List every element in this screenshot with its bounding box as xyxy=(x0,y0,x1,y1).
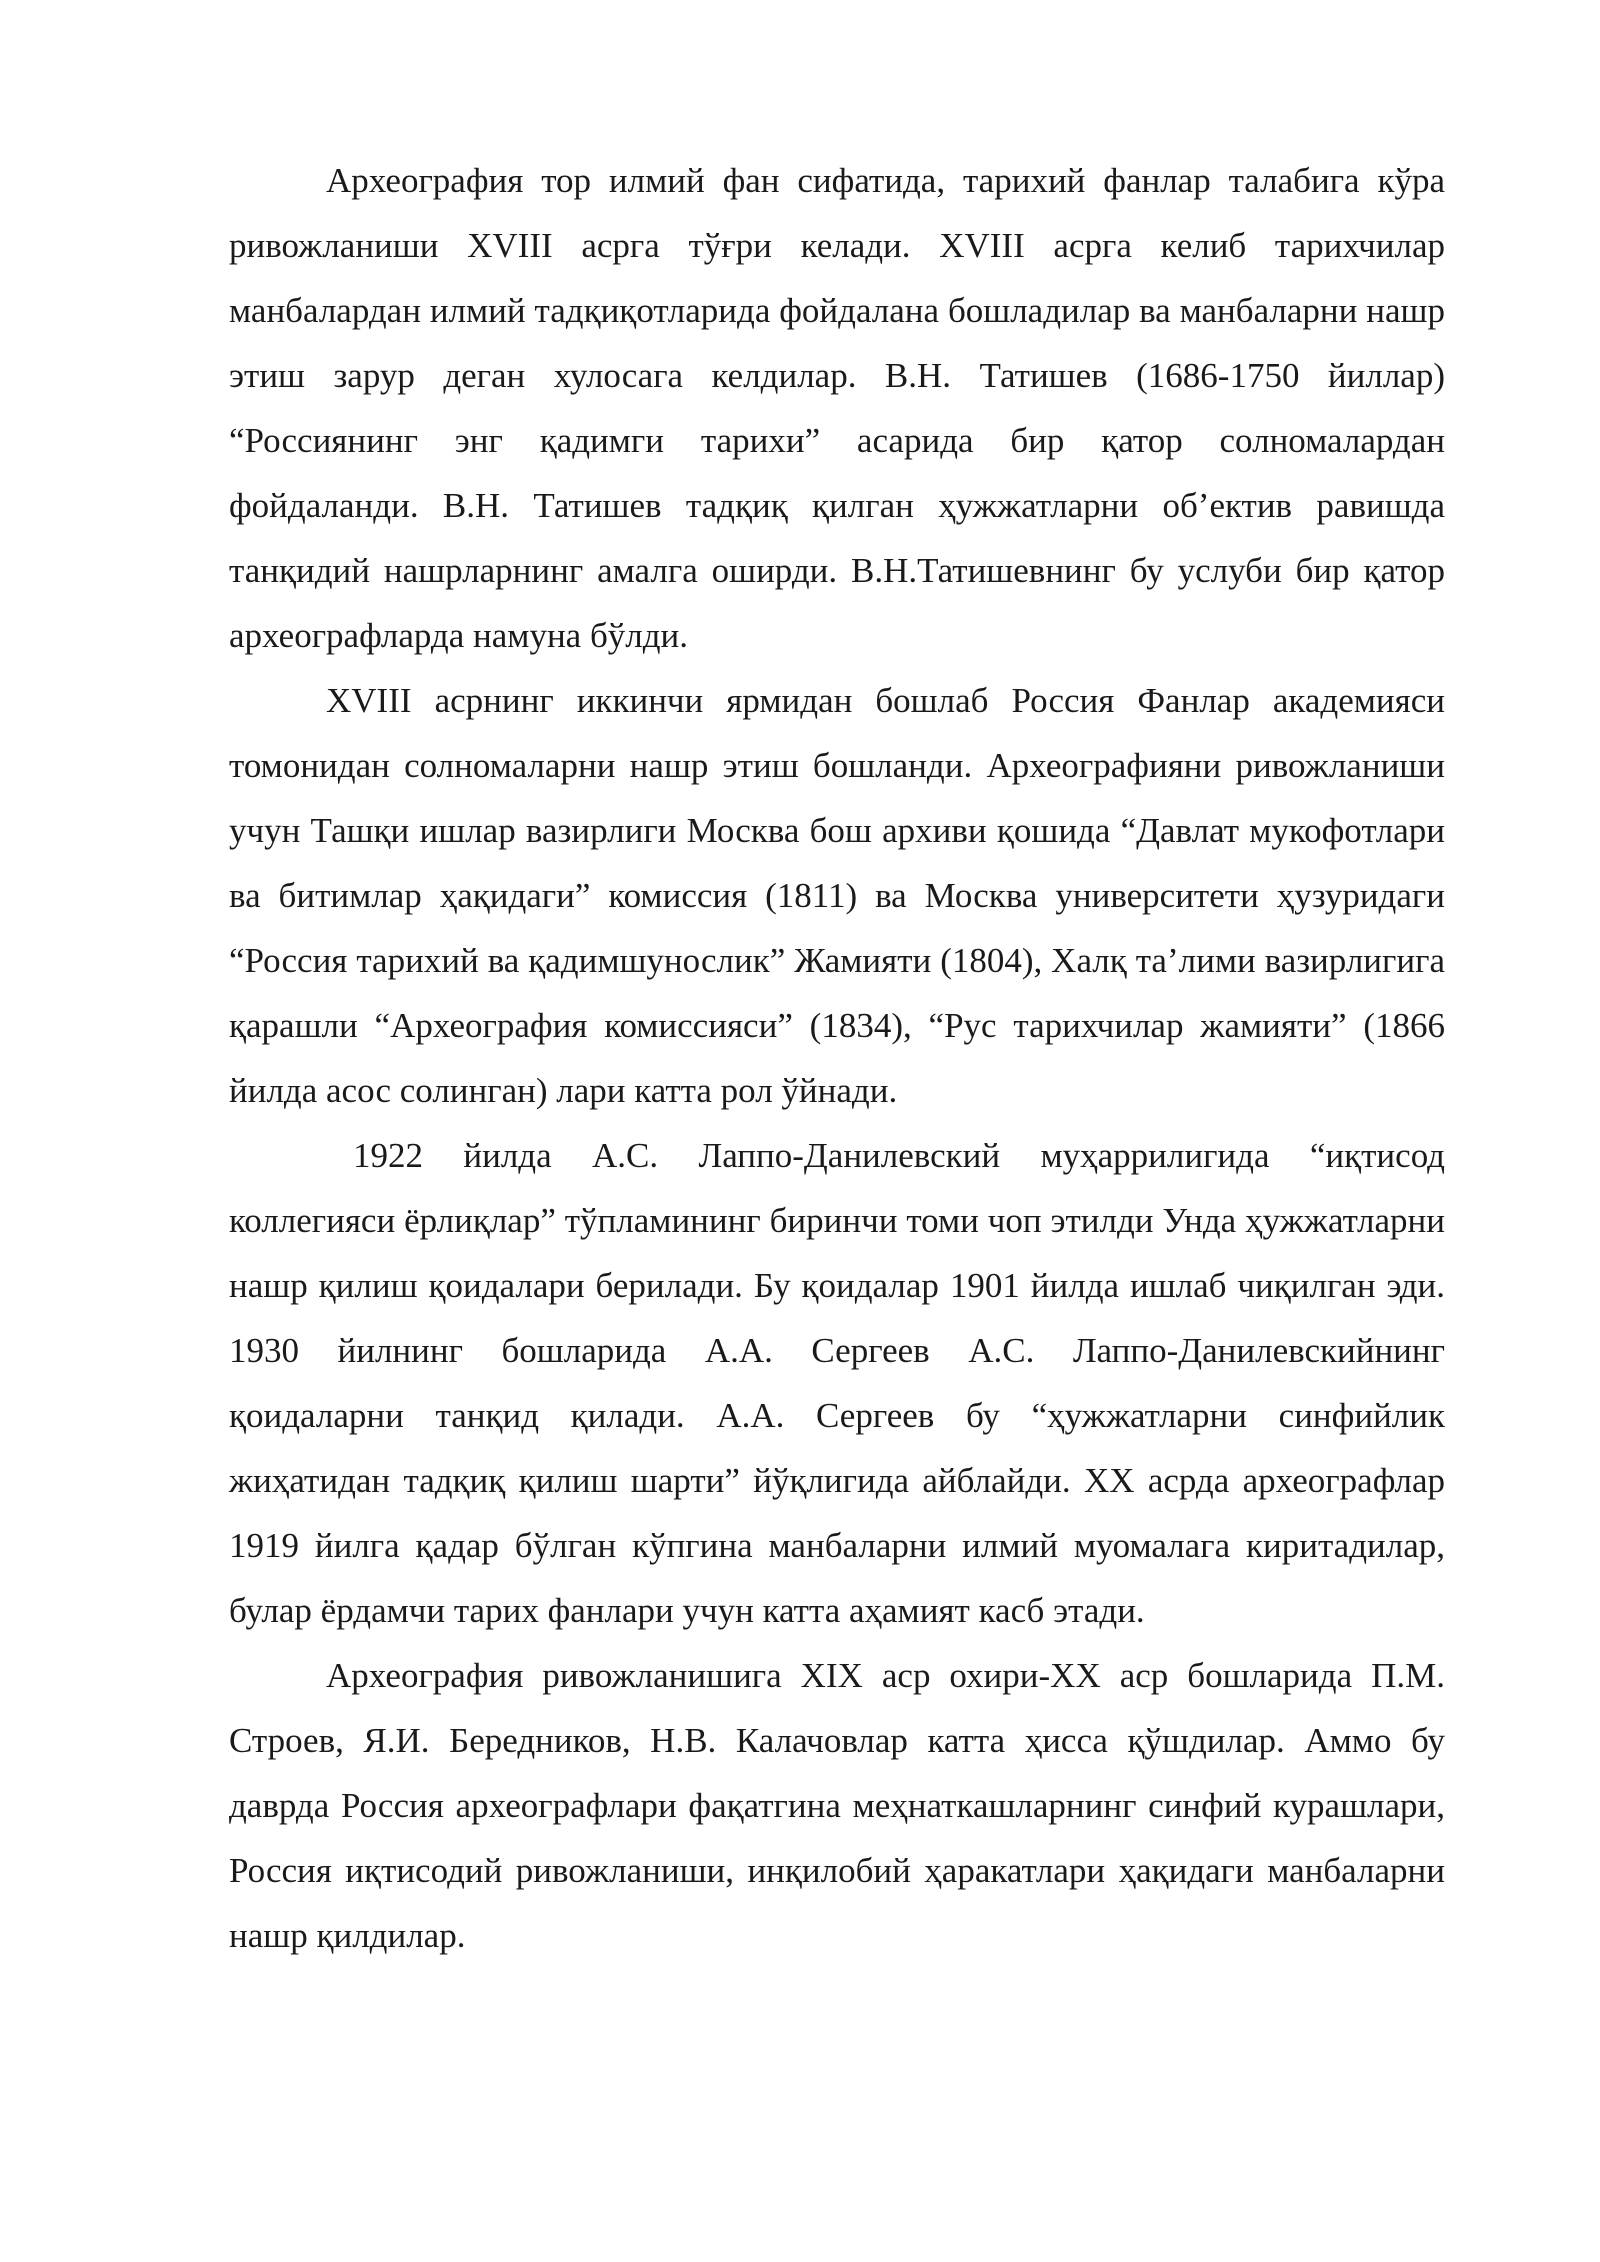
paragraph-academy-publications: XVIII асрнинг иккинчи ярмидан бошлаб Россия Фанлар академияси томонидан солномаларни нашр этиш бошланди. Археографияни ривожланиши учун Ташқи ишлар вазирлиги Москва бош архиви қошида “Давлат мукофотлари ва битимлар ҳақидаги” комиссия (1811) ва Москва университети ҳузуридаги “Россия тарихий ва қадимшунослик” Жамияти (1804), Халқ та’лими вазирлигига қарашли “Археография комиссияси” (1834), “Рус тарихчилар жамияти” (1866 йилда асос солинган) лари катта рол ўйнади. xyxy=(229,681,1445,1110)
paragraph-late-19th-century: Археография ривожланишига XIX аср охири-XX аср бошларида П.М. Строев, Я.И. Бередников, Н.В. Калачовлар катта ҳисса қўшдилар. Аммо бу даврда Россия археографлари фақатгина меҳнаткашларнинг синфий курашлари, Россия иқтисодий ривожланиши, инқилобий ҳаракатлари ҳақидаги манбаларни нашр қилдилар. xyxy=(229,1656,1445,1955)
paragraph-lappo-danilevsky: 1922 йилда А.С. Лаппо-Данилевский муҳаррилигида “иқтисод коллегияси ёрлиқлар” тўпламининг биринчи томи чоп этилди Унда ҳужжатларни нашр қилиш қоидалари берилади. Бу қоидалар 1901 йилда ишлаб чиқилган эди. 1930 йилнинг бошларида А.А. Сергеев А.С. Лаппо-Данилевскийнинг қоидаларни танқид қилади. А.А. Сергеев бу “ҳужжатларни синфийлик жиҳатидан тадқиқ қилиш шарти” йўқлигида айблайди. XX асрда археографлар 1919 йилга қадар бўлган кўпгина манбаларни илмий муомалага киритадилар, булар ёрдамчи тарих фанлари учун катта аҳамият касб этади. xyxy=(229,1136,1445,1630)
document-body xyxy=(229,148,1445,1968)
paragraph-archeography-development: Археография тор илмий фан сифатида, тарихий фанлар талабига кўра ривожланиши XVIII асрга тўғри келади. XVIII асрга келиб тарихчилар манбалардан илмий тадқиқотларида фойдалана бошладилар ва манбаларни нашр этиш зарур деган хулосага келдилар. В.Н. Татишев (1686-1750 йиллар) “Россиянинг энг қадимги тарихи” асарида бир қатор солномалардан фойдаланди. В.Н. Татишев тадқиқ қилган ҳужжатларни об’ектив равишда танқидий нашрларнинг амалга оширди. В.Н.Татишевнинг бу услуби бир қатор археографларда намуна бўлди. xyxy=(229,161,1445,655)
